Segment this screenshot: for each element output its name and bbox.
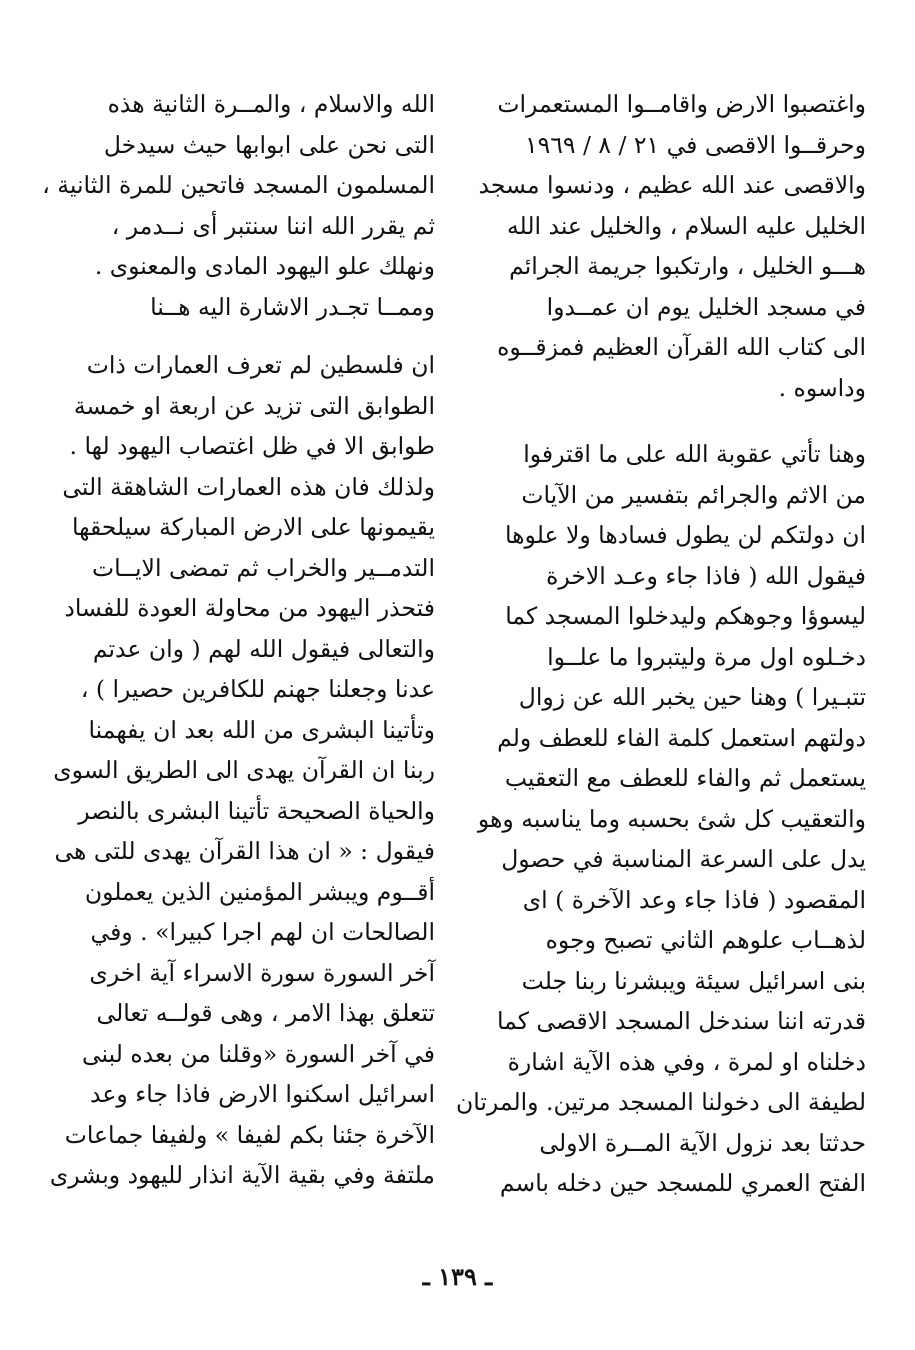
text-line: تتعلق بهذا الامر ، وهى قولــه تعالى	[96, 999, 435, 1027]
text-line: طوابق الا في ظل اغتصاب اليهود لها .	[69, 432, 435, 460]
text-line: دولتهم استعمل كلمة الفاء للعطف ولم	[497, 723, 866, 752]
text-line: دخـلوه اول مرة وليتبروا ما علــوا	[547, 642, 866, 671]
text-line: أقــوم ويبشر المؤمنين الذين يعملون	[84, 877, 435, 906]
text-line: والاقصى عند الله عظيم ، ودنسوا مسجد	[478, 171, 866, 199]
text-line: والتعقيب كل شئ بحسبه وما يناسبه وهو	[477, 804, 866, 833]
page-number: ـ ١٣٩ ـ	[422, 1262, 493, 1291]
right-paragraph-2	[455, 434, 866, 1204]
text-line: الصالحات ان لهم اجرا كبيرا» . وفي	[90, 918, 435, 946]
text-line: الآخرة جئنا بكم لفيفا » ولفيفا جماعات	[64, 1120, 435, 1149]
text-line: فيقول الله ( فاذا جاء وعـد الاخرة	[546, 561, 866, 590]
text-line: الطوابق التى تزيد عن اربعة او خمسة	[73, 391, 435, 420]
text-line: هـــو الخليل ، وارتكبوا جريمة الجرائم	[509, 252, 866, 280]
text-line: آخر السورة سورة الاسراء آية اخرى	[89, 958, 435, 987]
left-paragraph-1	[42, 84, 435, 327]
text-line: الله والاسلام ، والمــرة الثانية هذه	[107, 90, 435, 118]
left-paragraph-2	[49, 345, 435, 1196]
text-line: والحياة الصحيحة تأتينا البشرى بالنصر	[78, 796, 435, 825]
text-line: في آخر السورة «وقلنا من بعده لبنى	[81, 1039, 435, 1068]
text-line: قدرته اننا سندخل المسجد الاقصى كما	[497, 1007, 866, 1035]
text-line: ان دولتكم لن يطول فسادها ولا علوها	[505, 521, 866, 549]
text-line: وحرقــوا الاقصى في ٢١ / ٨ / ١٩٦٩	[525, 130, 866, 159]
text-line: في مسجد الخليل يوم ان عمــدوا	[546, 292, 866, 321]
text-line: المقصود ( فاذا جاء وعد الآخرة ) اى	[522, 885, 866, 914]
text-line: ونهلك علو اليهود المادى والمعنوى .	[94, 252, 435, 280]
text-line: حدثتا بعد نزول الآية المــرة الاولى	[539, 1128, 866, 1157]
right-column	[455, 84, 866, 1204]
paragraph-gap	[516, 408, 866, 434]
text-line: المسلمون المسجد فاتحين للمرة الثانية ،	[42, 171, 435, 199]
text-line: ثم يقرر الله اننا سنتبر أى نــدمر ،	[111, 211, 435, 240]
text-line: فيقول : « ان هذا القرآن يهدى للتى هى	[54, 837, 435, 865]
paragraph-gap	[85, 327, 435, 345]
text-line: واغتصبوا الارض واقامــوا المستعمرات	[497, 90, 866, 118]
text-line: الخليل عليه السلام ، والخليل عند الله	[506, 211, 866, 240]
left-column	[42, 84, 435, 1196]
text-line: وتأتينا البشرى من الله بعد ان يفهمنا	[88, 715, 435, 744]
text-line: دخلناه او لمرة ، وفي هذه الآية اشارة	[507, 1047, 866, 1076]
text-line: يدل على السرعة المناسبة في حصول	[501, 845, 866, 873]
text-line: ربنا ان القرآن يهدى الى الطريق السوى	[53, 756, 435, 784]
text-line: تتبـيرا ) وهنا حين يخبر الله عن زوال	[518, 683, 866, 711]
text-line: ان فلسطين لم تعرف العمارات ذات	[86, 351, 435, 379]
text-line: بنى اسرائيل سيئة ويبشرنا ربنا جلت	[521, 966, 866, 995]
text-line: الى كتاب الله القرآن العظيم فمزقــوه	[497, 333, 866, 361]
text-line: لذهــاب علوهم الثاني تصبح وجوه	[545, 926, 866, 954]
text-line: لطيفة الى دخولنا المسجد مرتين. والمرتان	[455, 1088, 866, 1116]
text-line: ليسوؤا وجوهكم وليدخلوا المسجد كما	[505, 602, 866, 630]
text-line: من الاثم والجرائم بتفسير من الآيات	[521, 480, 866, 509]
text-line: وداسوه .	[778, 373, 866, 402]
text-line: يستعمل ثم والفاء للعطف مع التعقيب	[504, 764, 866, 792]
right-paragraph-1	[478, 84, 866, 408]
text-line: وهنا تأتي عقوبة الله على ما اقترفوا	[523, 440, 866, 468]
text-line: اسرائيل اسكنوا الارض فاذا جاء وعد	[90, 1080, 435, 1108]
text-line: ولذلك فان هذه العمارات الشاهقة التى	[62, 472, 435, 501]
text-line: وممــا تجـدر الاشارة اليه هــنا	[150, 292, 435, 321]
text-line: التى نحن على ابوابها حيث سيدخل	[103, 130, 435, 159]
text-line: الفتح العمري للمسجد حين دخله باسم	[499, 1169, 866, 1197]
text-line: يقيمونها على الارض المباركة سيلحقها	[71, 513, 435, 541]
column-gutter	[475, 70, 476, 1230]
text-line: التدمــير والخراب ثم تمضى الايــات	[91, 553, 435, 582]
text-line: فتحذر اليهود من محاولة العودة للفساد	[64, 594, 435, 622]
text-line: عدنا وجعلنا جهنم للكافرين حصيرا ) ،	[80, 675, 435, 703]
text-line: والتعالى فيقول الله لهم ( وان عدتم	[92, 634, 435, 663]
text-line: ملتفة وفي بقية الآية انذار لليهود وبشرى	[49, 1161, 435, 1189]
